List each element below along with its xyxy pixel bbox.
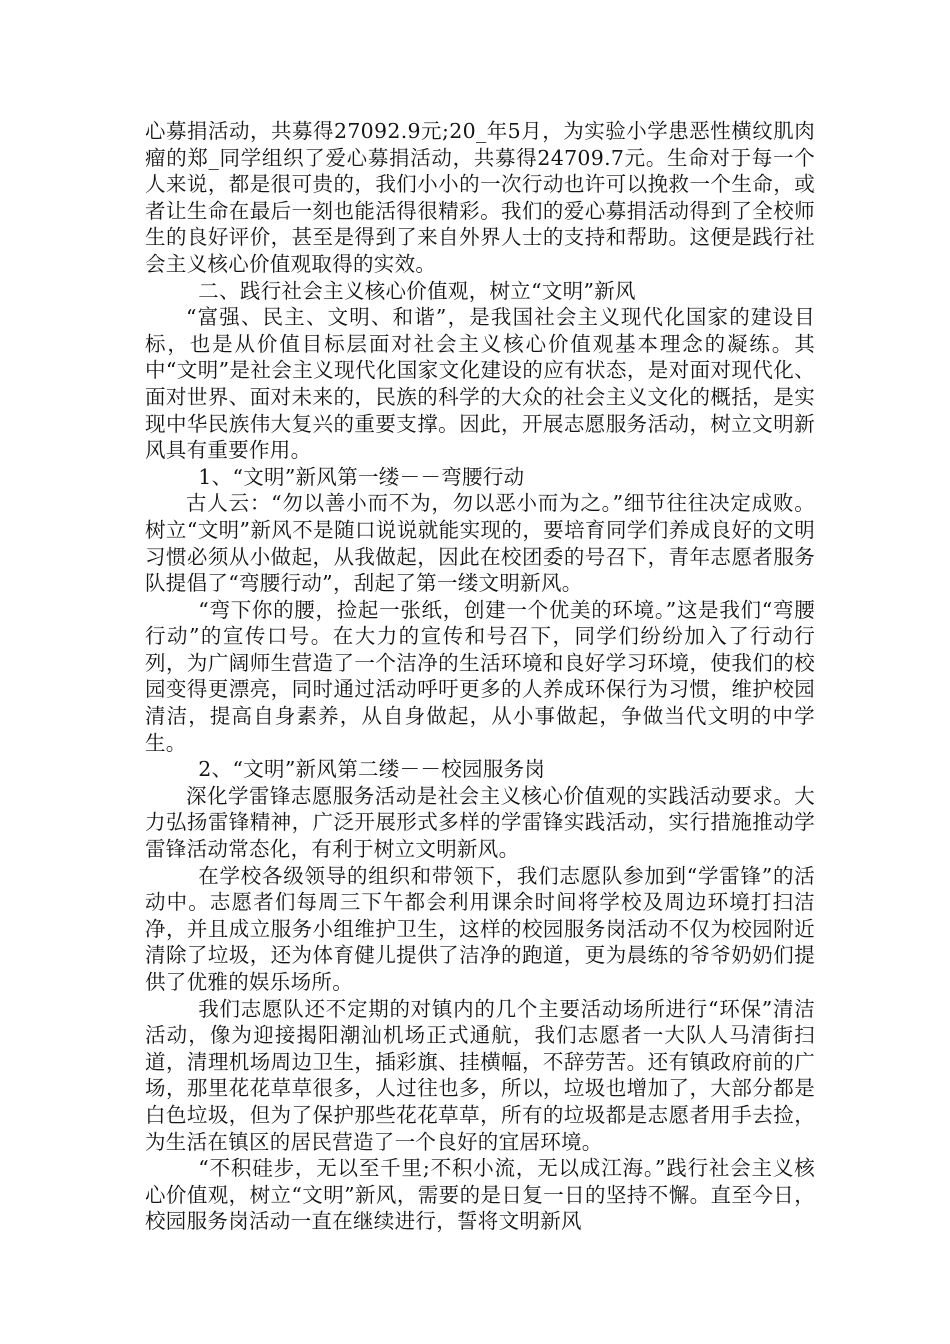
paragraph-lei-feng: 深化学雷锋志愿服务活动是社会主义核心价值观的实践活动要求。大力弘扬雷锋精神，广泛开展形式多样的学雷锋实践活动，实行措施推动学雷锋活动常态化，有利于树立文明新风。 [145,783,815,862]
paragraph-fundraising-summary: 心募捐活动，共募得27092.9元;20_年5月，为实验小学患恶性横纹肌肉瘤的郑_同学组织了爱心募捐活动，共募得24709.7元。生命对于每一个人来说，都是很可贵的，我们小小的一次行动也许可以挽救一个生命，或者让生命在最后一刻也能活得很精彩。我们的爱心募捐活动得到了全校师生的良好评价，甚至是得到了来自外界人士的支持和帮助。这便是践行社会主义核心价值观取得的实效。 [145,119,815,276]
paragraph-school-leadership: 在学校各级领导的组织和带领下，我们志愿队参加到“学雷锋”的活动中。志愿者们每周三下午都会利用课余时间将学校及周边环境打扫洁净，并且成立服务小组维护卫生，这样的校园服务岗活动不仅为校园附近清除了垃圾，还为体育健儿提供了洁净的跑道，更为晨练的爷爷奶奶们提供了优雅的娱乐场所。 [145,863,815,994]
section-heading-civilization: 二、践行社会主义核心价值观，树立“文明”新风 [198,278,636,303]
subheading-campus-service: 2、“文明”新风第二缕－－校园服务岗 [198,757,546,782]
paragraph-environmental-cleanup: 我们志愿队还不定期的对镇内的几个主要活动场所进行“环保”清洁活动，像为迎接揭阳潮汕机场正式通航，我们志愿者一大队人马清街扫道，清理机场周边卫生，插彩旗、挂横幅，不辞劳苦。还有镇政府前的广场，那里花花草草很多，人过往也多，所以，垃圾也增加了，大部分都是白色垃圾，但为了保护那些花花草草，所有的垃圾都是志愿者用手去捡，为生活在镇区的居民营造了一个良好的宜居环境。 [145,996,815,1154]
paragraph-persistence: “不积硅步，无以至千里;不积小流，无以成江海。”践行社会主义核心价值观，树立“文明”新风，需要的是日复一日的坚持不懈。直至今日，校园服务岗活动一直在继续进行，誓将文明新风 [145,1156,815,1234]
paragraph-slogan: “弯下你的腰，捡起一张纸，创建一个优美的环境。”这是我们“弯腰行动”的宣传口号。在大力的宣传和号召下，同学们纷纷加入了行动行列，为广阔师生营造了一个洁净的生活环境和良好学习环境，使我们的校园变得更漂亮，同时通过活动呼吁更多的人养成环保行为习惯，维护校园清洁，提高自身素养，从自身做起，从小事做起，争做当代文明的中学生。 [145,597,815,755]
subheading-bending-action: 1、“文明”新风第一缕－－弯腰行动 [198,464,525,489]
paragraph-ancient-saying: 古人云：“勿以善小而不为，勿以恶小而为之。”细节往往决定成败。树立“文明”新风不是随口说说就能实现的，要培育同学们养成良好的文明习惯必须从小做起，从我做起，因此在校团委的号召下，青年志愿者服务队提倡了“弯腰行动”，刮起了第一缕文明新风。 [145,491,815,596]
paragraph-core-values: “富强、民主、文明、和谐”，是我国社会主义现代化国家的建设目标，也是从价值目标层面对社会主义核心价值观基本理念的凝练。其中“文明”是社会主义现代化国家文化建设的应有状态，是对面对现代化、面对世界、面对未来的，民族的科学的大众的社会主义文化的概括，是实现中华民族伟大复兴的重要支撑。因此，开展志愿服务活动，树立文明新风具有重要作用。 [145,305,815,463]
document-body [145,118,815,1235]
